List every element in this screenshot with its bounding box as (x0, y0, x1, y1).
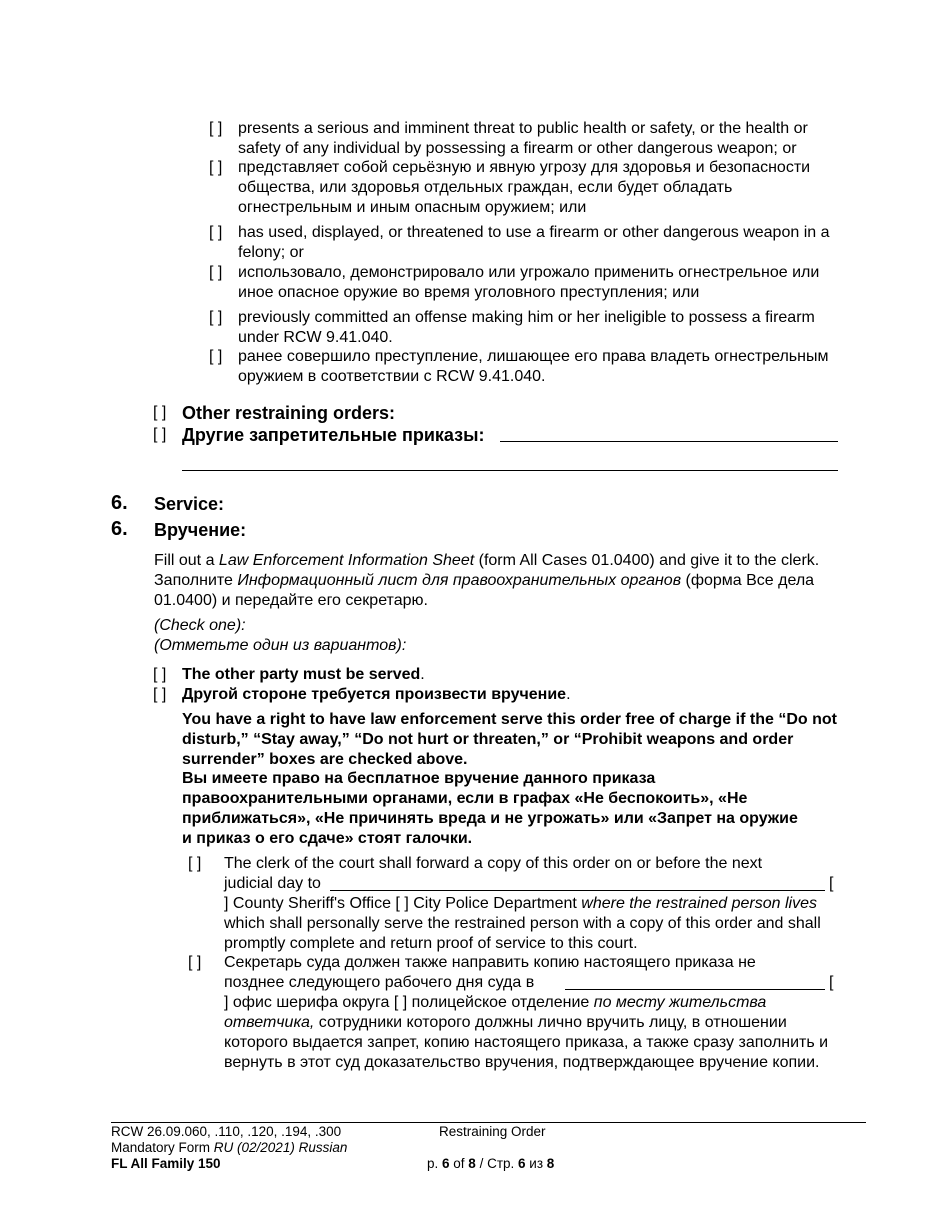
footer-rule (111, 1122, 866, 1123)
other-orders-label-ru: Другие запретительные приказы: (182, 425, 485, 445)
rights-notice-ru: Вы имеете право на бесплатное вручение данного приказа правоохранительными органами, если в графах «Не беспокоить», «Не приближаться», «Не причинять вреда и не угрожать» или «Запрет на оружие и приказ о его сдаче» стоят галочки. (182, 770, 798, 847)
checkbox-sheriff-open-ru[interactable]: [ (829, 974, 834, 991)
item-used-weapon-ru: использовало, демонстрировало или угрожало применить огнестрельное или иное опасное оружие во время уголовного преступления; или (238, 264, 820, 301)
footer-rcw: RCW 26.09.060, .110, .120, .194, .300 (111, 1124, 342, 1139)
check-one-en: (Check one): (154, 617, 246, 634)
other-orders-field-2[interactable] (182, 470, 838, 471)
clerk-forward-en-2: ] County Sheriff's Office [ ] City Police Department where the restrained person lives which shall personally serve the restrained person with a copy of this order and shall promptly complete and return proof of service to this court. (224, 895, 821, 952)
item-prior-offense-ru: ранее совершило преступление, лишающее его права владеть огнестрельным оружием в соответствии с RCW 9.41.040. (238, 348, 829, 385)
clerk-forward-en-1: The clerk of the court shall forward a copy of this order on or before the next judicial day to (224, 855, 763, 892)
intro-en: Fill out a Law Enforcement Information Sheet (form All Cases 01.0400) and give it to the clerk. (154, 552, 820, 569)
other-orders-label-en: Other restraining orders: (182, 403, 396, 423)
rights-notice-en: You have a right to have law enforcement serve this order free of charge if the “Do not disturb,” “Stay away,” “Do not hurt or threaten,” or “Prohibit weapons and order surrender” boxes are checked above. (182, 711, 837, 768)
item-used-weapon-en: has used, displayed, or threatened to use a firearm or other dangerous weapon in a felony; or (238, 224, 830, 261)
check-one-ru: (Отметьте один из вариантов): (154, 637, 407, 654)
section-number-ru: 6. (111, 518, 128, 540)
clerk-forward-destination-field-ru[interactable] (565, 989, 825, 990)
checkbox-must-be-served[interactable]: [ ] (153, 666, 167, 683)
item-threat-ru: представляет собой серьёзную и явную угрозу для здоровья и безопасности общества, или здоровья отдельных граждан, если будет обладать огнестрельным и иным опасным оружием; или (238, 159, 811, 216)
clerk-forward-ru-2: ] офис шерифа округа [ ] полицейское отделение по месту жительства ответчика, сотрудники которого должны лично вручить лицу, в отношении которого выдается запрет, копию настоящего приказа, а также сразу заполнить и вернуть в этот суд доказательство вручения, подтверждающее вручение копии. (224, 994, 829, 1071)
checkbox-sheriff-open[interactable]: [ (829, 875, 834, 892)
checkbox-prior-offense-ru[interactable]: [ ] (209, 348, 223, 365)
clerk-forward-destination-field[interactable] (330, 890, 825, 891)
checkbox-used-weapon-ru[interactable]: [ ] (209, 264, 223, 281)
checkbox-other-orders-ru[interactable]: [ ] (153, 426, 167, 443)
section-number: 6. (111, 492, 128, 514)
footer-mandatory-form: Mandatory Form RU (02/2021) Russian (111, 1140, 348, 1155)
section-title-ru: Вручение: (154, 520, 247, 540)
intro-ru: Заполните Информационный лист для правоохранительных органов (форма Все дела 01.0400) и передайте его секретарю. (154, 572, 815, 609)
checkbox-threat[interactable]: [ ] (209, 120, 223, 137)
checkbox-threat-ru[interactable]: [ ] (209, 159, 223, 176)
checkbox-other-orders[interactable]: [ ] (153, 404, 167, 421)
footer-doc-title: Restraining Order (439, 1124, 546, 1139)
item-threat-en: presents a serious and imminent threat to public health or safety, or the health or safety of any individual by possessing a firearm or other dangerous weapon; or (238, 120, 808, 157)
law-enforcement-sheet-link: Law Enforcement Information Sheet (218, 552, 475, 569)
checkbox-clerk-forward-ru[interactable]: [ ] (188, 954, 202, 971)
item-prior-offense-en: previously committed an offense making him or her ineligible to possess a firearm under RCW 9.41.040. (238, 309, 815, 346)
footer-page-number: p. 6 of 8 / Стр. 6 из 8 (427, 1156, 555, 1171)
must-be-served-en: The other party must be served. (182, 666, 425, 683)
section-title-en: Service: (154, 494, 225, 514)
checkbox-must-be-served-ru[interactable]: [ ] (153, 686, 167, 703)
other-orders-field-1[interactable] (500, 441, 838, 442)
checkbox-prior-offense[interactable]: [ ] (209, 309, 223, 326)
clerk-forward-ru-1: Секретарь суда должен также направить копию настоящего приказа не позднее следующего рабочего дня суда в (224, 954, 756, 991)
checkbox-clerk-forward[interactable]: [ ] (188, 855, 202, 872)
must-be-served-ru: Другой стороне требуется произвести вручение. (182, 686, 571, 703)
footer-form-id: FL All Family 150 (111, 1156, 221, 1171)
checkbox-used-weapon[interactable]: [ ] (209, 224, 223, 241)
